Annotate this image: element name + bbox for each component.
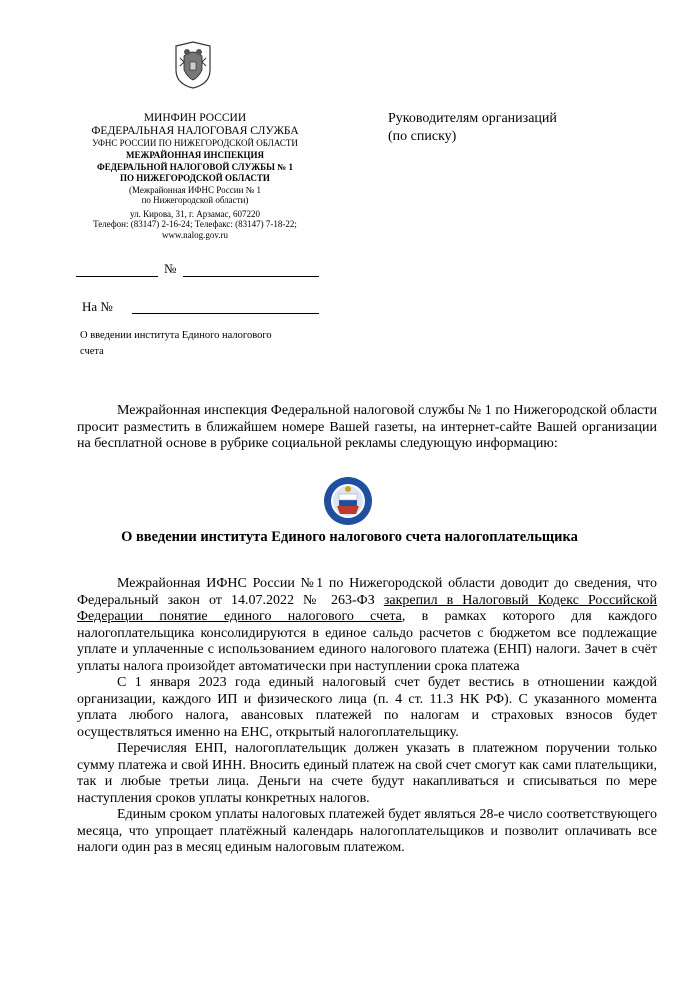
article-paragraph-2: С 1 января 2023 года единый налоговый счет будет вестись в отношении каждой организации, каждого ИП и физического лица (п. 4 ст. 11.3 НК РФ). С указанного момента уплата любого налога, авансовых платежей по налогам и страховых взносов будет осуществляться именно на ЕНС, открытый налогоплательщику. [77, 675, 657, 740]
p1-text-end: , в рамках которого для каждого налогоплательщика консолидируются в единое сальдо расчетов с бюджетом все подлежащие уплате и уплаченные с использованием единого налогового платежа (ЕНП) налоги. Зачет в счёт уплаты налога произойдет автоматически при наступлении срока платежа [77, 609, 657, 674]
regional-office: УФНС РОССИИ ПО НИЖЕГОРОДСКОЙ ОБЛАСТИ [92, 138, 298, 148]
sender-header [75, 112, 315, 240]
inspection-line-3: ПО НИЖЕГОРОДСКОЙ ОБЛАСТИ [120, 173, 270, 183]
intro-paragraph [77, 403, 657, 453]
reference-label: На № [82, 299, 113, 314]
subject-line-1: О введении института Единого налогового [80, 330, 272, 341]
inspection-line-1: МЕЖРАЙОННАЯ ИНСПЕКЦИЯ [125, 150, 265, 160]
p1-underlined-text: закрепил в Налоговый Кодекс Российской Федерации понятие единого налогового счета [77, 592, 657, 624]
article-title: О введении института Единого налогового счета налогоплательщика [121, 529, 578, 545]
coat-of-arms-icon [172, 40, 214, 90]
intro-text: Межрайонная инспекция Федеральной налоговой службы № 1 по Нижегородской области просит разместить в ближайшем номере Вашей газеты, на интернет-сайте Вашей организации на бесплатной основе в рубрике социальной рекламы следующую информацию: [77, 403, 657, 451]
ministry-name: МИНФИН РОССИИ [143, 112, 247, 124]
short-name-line-1: (Межрайонная ИФНС России № 1 [129, 184, 261, 195]
address-line: ул. Кирова, 31, г. Арзамас, 607220 [130, 208, 260, 219]
reference-blank-line [132, 313, 319, 314]
article-paragraph-4: Единым сроком уплаты налоговых платежей будет являться 28-е число соответствующего месяца, что упрощает платёжный календарь налогоплательщиков и позволит оплачивать все налоги один раз в месяц единым налоговым платежом. [77, 807, 657, 855]
fns-logo-icon [323, 476, 373, 526]
date-blank-line [76, 276, 158, 277]
article-paragraph-3: Перечисляя ЕНП, налогоплательщик должен указать в платежном поручении только сумму платежа и свой ИНН. Вносить единый платеж на свой счет смогут как сами плательщики, так и любые третьи лица. Деньги на счете будут накапливаться и списываться по мере наступления сроков уплаты конкретных налогов. [77, 741, 657, 806]
article-paragraph-1 [77, 576, 657, 675]
p1-text-start: Межрайонная ИФНС России №1 по Нижегородской области доводит до сведения, что Федеральный закон от 14.07.2022 № 263-ФЗ [77, 576, 657, 608]
inspection-line-2: ФЕДЕРАЛЬНОЙ НАЛОГОВОЙ СЛУЖБЫ № 1 [97, 161, 293, 172]
website-line: www.nalog.gov.ru [161, 229, 229, 240]
short-name-line-2: по Нижегородской области) [141, 195, 249, 205]
article-body [77, 576, 657, 857]
service-name: ФЕДЕРАЛЬНАЯ НАЛОГОВАЯ СЛУЖБА [91, 125, 299, 137]
subject-line-2: счета [80, 346, 104, 357]
letter-subject [80, 328, 315, 360]
phone-line: Телефон: (83147) 2-16-24; Телефакс: (83147) 7-18-22; [93, 219, 297, 229]
number-sign: № [164, 261, 177, 276]
number-blank-line [183, 276, 319, 277]
addressee-block [388, 110, 557, 146]
addressee-line-2: (по списку) [388, 129, 457, 144]
addressee-line-1: Руководителям организаций [388, 111, 557, 126]
